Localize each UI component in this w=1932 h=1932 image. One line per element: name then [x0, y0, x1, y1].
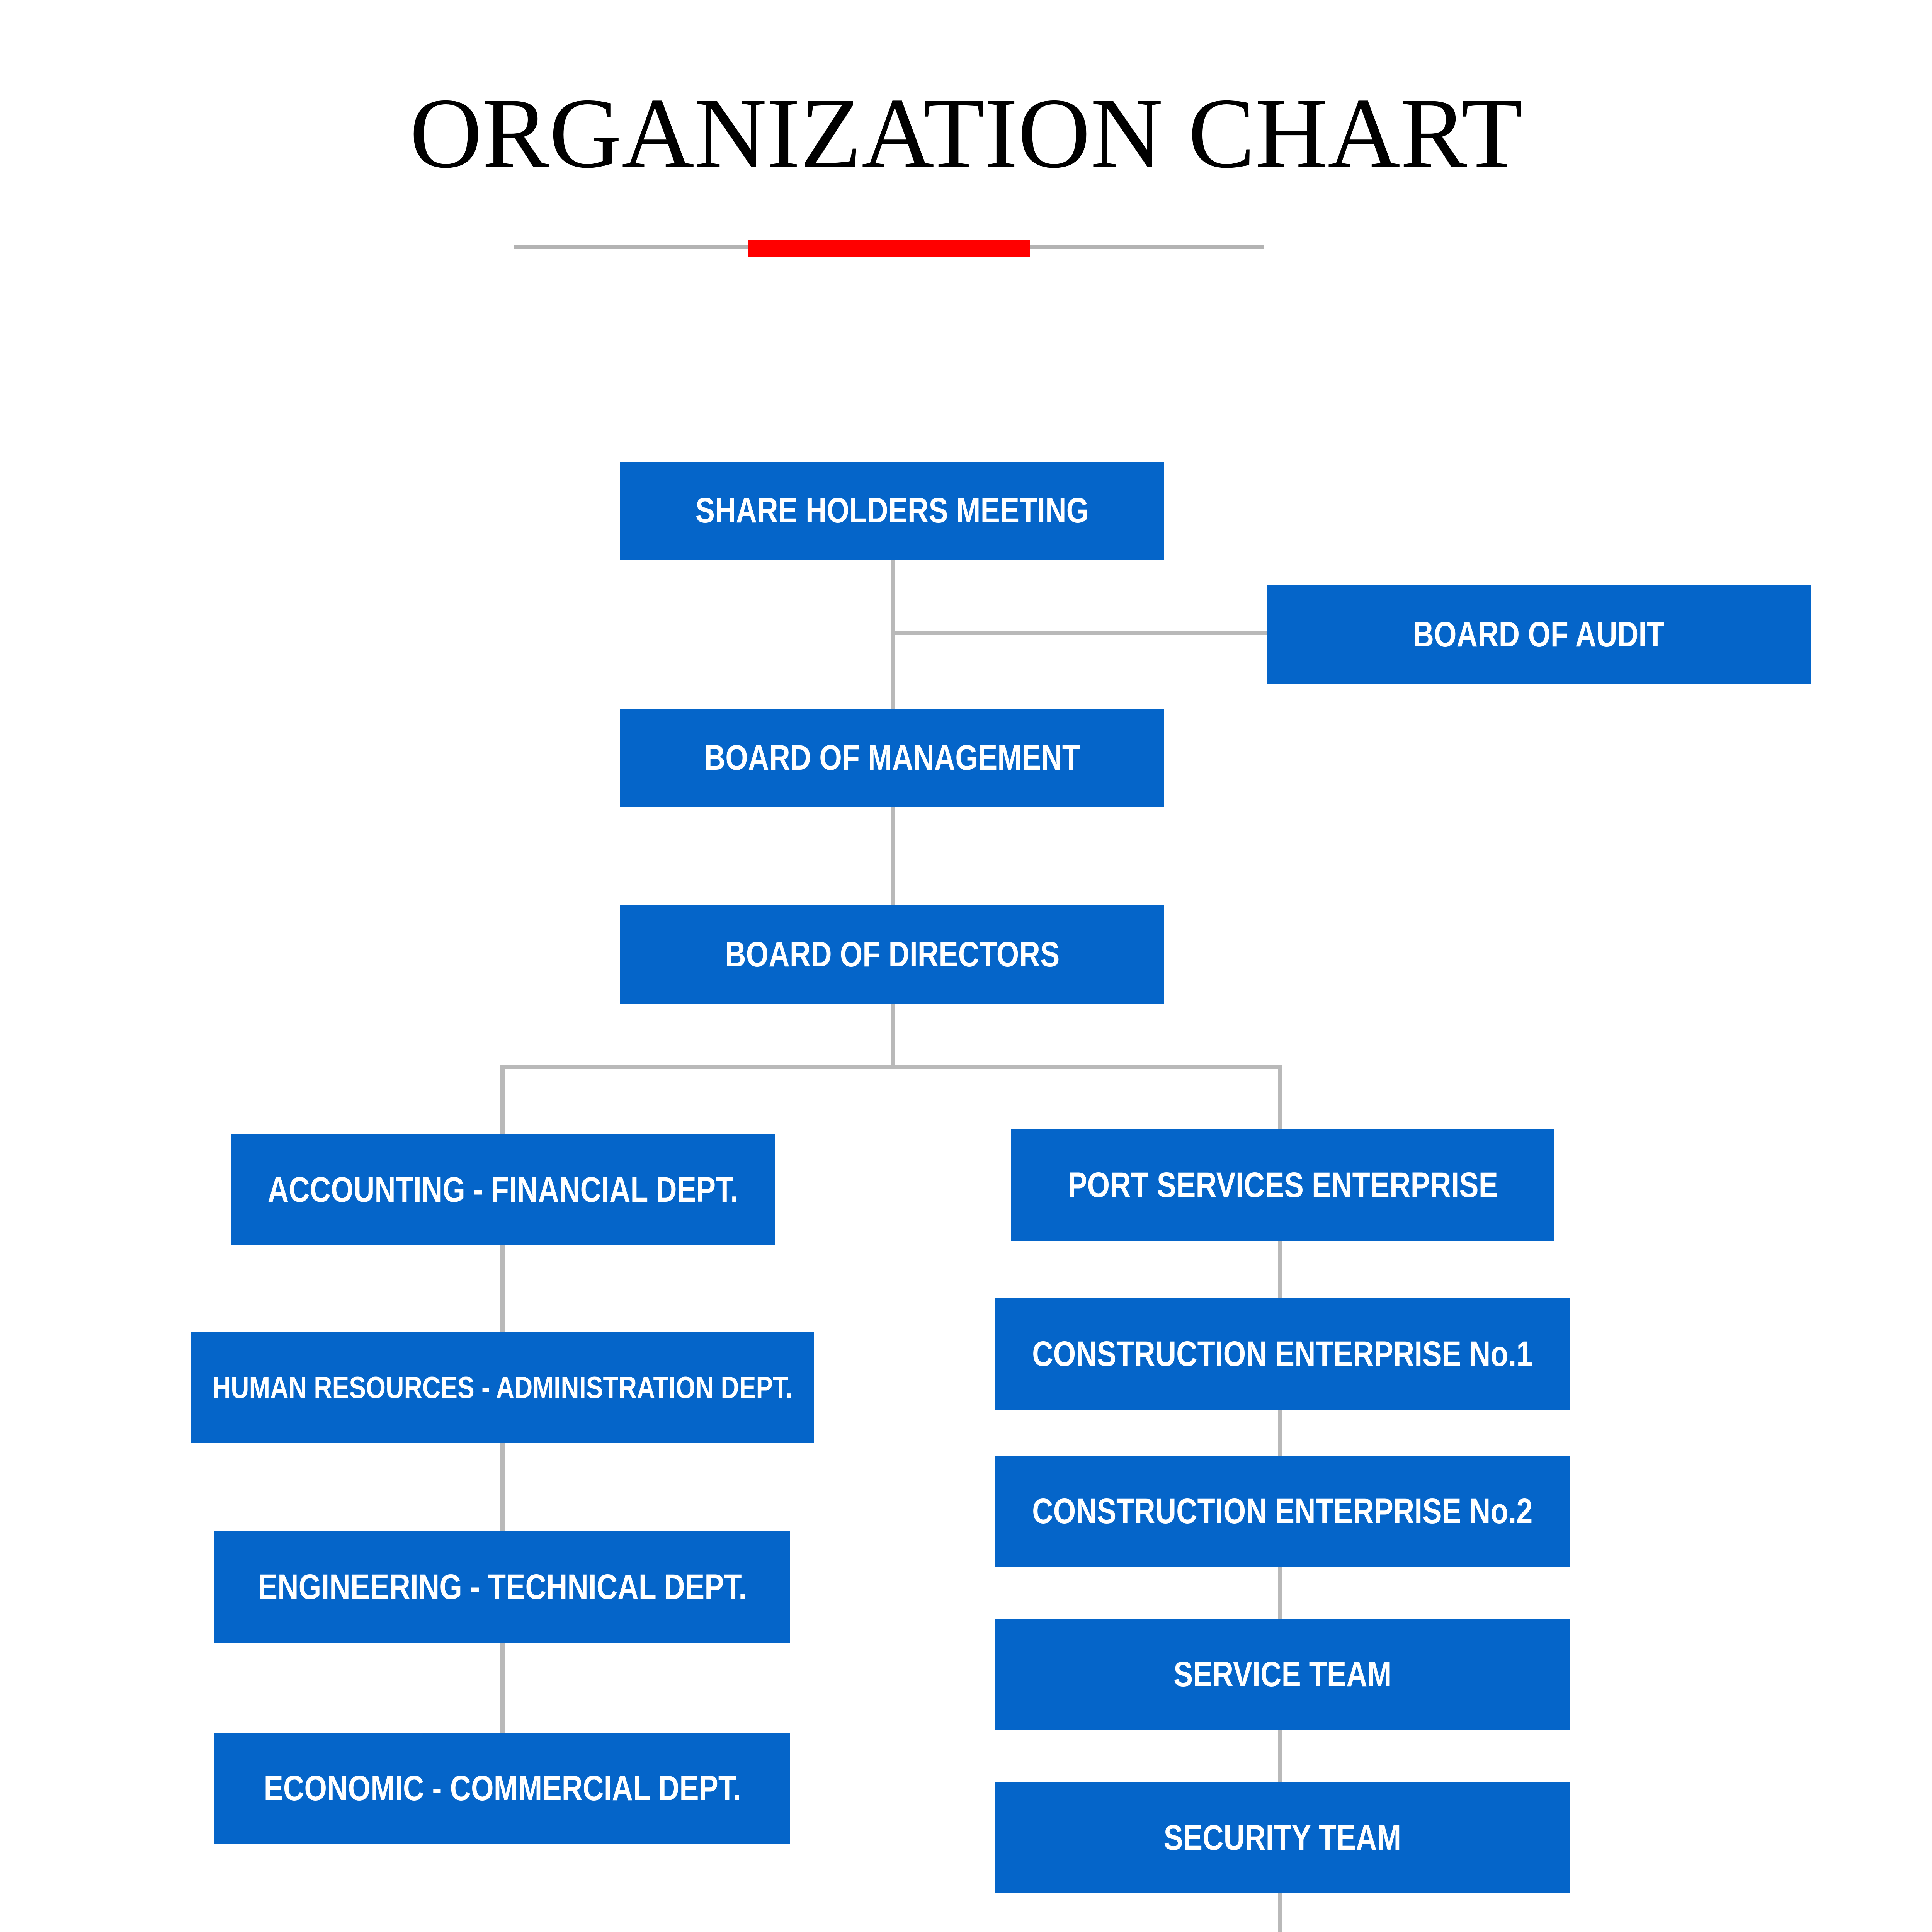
node-label: HUMAN RESOURCES - ADMINISTRATION DEPT. — [213, 1370, 793, 1405]
node-label: SERVICE TEAM — [1173, 1654, 1392, 1694]
node-share-holders-meeting — [620, 462, 1164, 560]
node-label: CONSTRUCTION ENTERPRISE No.2 — [1032, 1491, 1533, 1531]
node-board-of-directors — [620, 905, 1164, 1004]
node-label: BOARD OF DIRECTORS — [724, 935, 1060, 974]
node-label: ECONOMIC - COMMERCIAL DEPT. — [264, 1768, 741, 1808]
node-board-of-management — [620, 709, 1164, 807]
node-label: BOARD OF AUDIT — [1413, 615, 1665, 654]
node-label: ENGINEERING - TECHNICAL DEPT. — [258, 1567, 747, 1607]
node-label: SECURITY TEAM — [1163, 1818, 1401, 1857]
connector-directors-drop — [891, 1003, 895, 1068]
node-construction-enterprise-2 — [995, 1456, 1570, 1567]
node-board-of-audit — [1267, 585, 1811, 684]
node-label: SHARE HOLDERS MEETING — [695, 491, 1089, 530]
node-human-resources-administration-dept — [191, 1332, 814, 1443]
connector-directors-crossbar — [500, 1065, 1282, 1069]
node-economic-commercial-dept — [214, 1733, 790, 1844]
node-construction-enterprise-1 — [995, 1298, 1570, 1410]
connector-management-directors — [891, 806, 895, 906]
node-label: BOARD OF MANAGEMENT — [704, 738, 1080, 777]
connector-audit-branch — [891, 631, 1270, 635]
title-accent-bar — [748, 240, 1030, 257]
node-port-services-enterprise — [1011, 1129, 1554, 1241]
page-title: ORGANIZATION CHART — [410, 78, 1523, 189]
node-service-team — [995, 1619, 1570, 1730]
node-accounting-financial-dept — [231, 1134, 775, 1245]
node-label: ACCOUNTING - FINANCIAL DEPT. — [267, 1170, 739, 1209]
node-security-team — [995, 1782, 1570, 1893]
node-label: PORT SERVICES ENTERPRISE — [1068, 1165, 1498, 1205]
connector-top-trunk — [891, 560, 895, 711]
node-label: CONSTRUCTION ENTERPRISE No.1 — [1032, 1334, 1533, 1374]
node-engineering-technical-dept — [214, 1531, 790, 1643]
